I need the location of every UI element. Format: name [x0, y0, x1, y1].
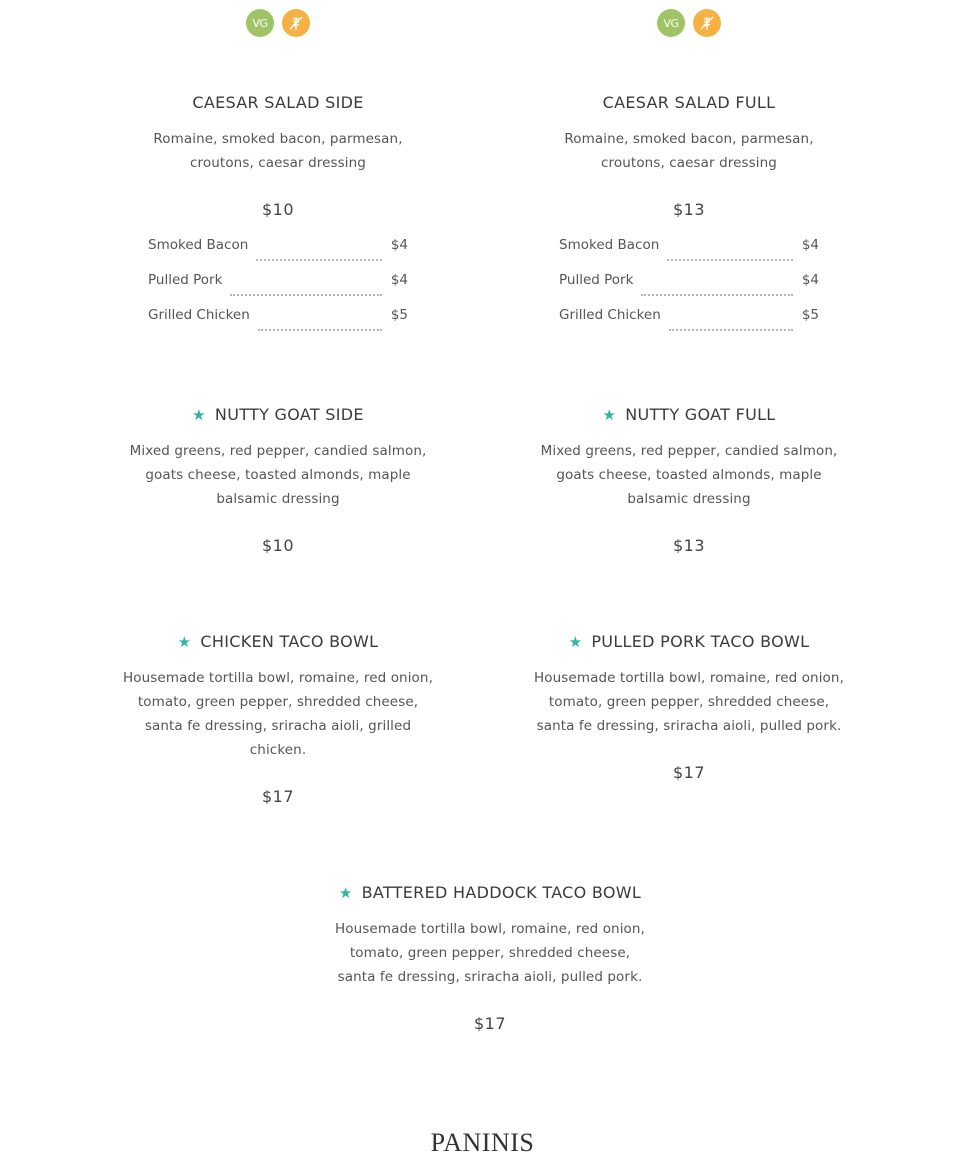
vegetarian-badge: VG — [246, 9, 274, 37]
vegetarian-badge: VG — [657, 9, 685, 37]
item-title: ★ CHICKEN TACO BOWL — [113, 630, 443, 654]
item-title: ★ NUTTY GOAT SIDE — [113, 403, 443, 427]
item-description: Housemade tortilla bowl, romaine, red onion, tomato, green pepper, shredded cheese, santa fe dressing, sriracha aioli, pulled pork. — [335, 921, 645, 985]
item-title: ★ PULLED PORK TACO BOWL — [524, 630, 854, 654]
addon-row: Pulled Pork $4 — [148, 272, 408, 307]
addon-row: Pulled Pork $4 — [559, 272, 819, 307]
star-icon: ★ — [177, 633, 192, 651]
addon-row: Grilled Chicken $5 — [559, 307, 819, 342]
item-price: $13 — [672, 536, 706, 555]
menu-item-nutty-goat-side — [113, 403, 443, 555]
gluten-free-icon — [282, 9, 310, 37]
star-icon: ★ — [602, 406, 617, 424]
menu-item-caesar-side — [113, 91, 443, 342]
item-price: $17 — [261, 787, 295, 806]
item-title: ★ NUTTY GOAT FULL — [524, 403, 854, 427]
diet-badges-left — [246, 9, 310, 37]
menu-item-chicken-taco-bowl — [113, 630, 443, 806]
item-description: Romaine, smoked bacon, parmesan, croutons, caesar dressing — [564, 131, 814, 171]
menu-item-battered-haddock-taco-bowl — [325, 881, 655, 1033]
star-icon: ★ — [568, 633, 583, 651]
gluten-free-icon — [693, 9, 721, 37]
item-title: CAESAR SALAD SIDE — [192, 93, 364, 112]
item-description: Housemade tortilla bowl, romaine, red onion, tomato, green pepper, shredded cheese, santa fe dressing, sriracha aioli, grilled chicken. — [123, 670, 433, 758]
item-price: $17 — [672, 763, 706, 782]
item-price: $17 — [473, 1014, 507, 1033]
item-description: Mixed greens, red pepper, candied salmon, goats cheese, toasted almonds, maple balsamic dressing — [129, 443, 427, 507]
diet-badges-right — [657, 9, 721, 37]
menu-item-nutty-goat-full — [524, 403, 854, 555]
item-description: Housemade tortilla bowl, romaine, red onion, tomato, green pepper, shredded cheese, santa fe dressing, sriracha aioli, pulled pork. — [534, 670, 844, 734]
item-price: $10 — [261, 200, 295, 219]
addon-row: Smoked Bacon $4 — [559, 237, 819, 272]
item-description: Mixed greens, red pepper, candied salmon, goats cheese, toasted almonds, maple balsamic dressing — [540, 443, 838, 507]
item-description: Romaine, smoked bacon, parmesan, croutons, caesar dressing — [153, 131, 403, 171]
item-price: $13 — [672, 200, 706, 219]
star-icon: ★ — [338, 884, 353, 902]
addon-list — [148, 237, 408, 342]
addon-list — [559, 237, 819, 342]
addon-row: Smoked Bacon $4 — [148, 237, 408, 272]
addon-row: Grilled Chicken $5 — [148, 307, 408, 342]
menu-item-caesar-full — [524, 91, 854, 342]
item-title: ★ BATTERED HADDOCK TACO BOWL — [325, 881, 655, 905]
item-title: CAESAR SALAD FULL — [602, 93, 776, 112]
section-heading-paninis: PANINIS — [430, 1128, 535, 1157]
menu-item-pulled-pork-taco-bowl — [524, 630, 854, 782]
star-icon: ★ — [192, 406, 206, 424]
item-price: $10 — [261, 536, 295, 555]
